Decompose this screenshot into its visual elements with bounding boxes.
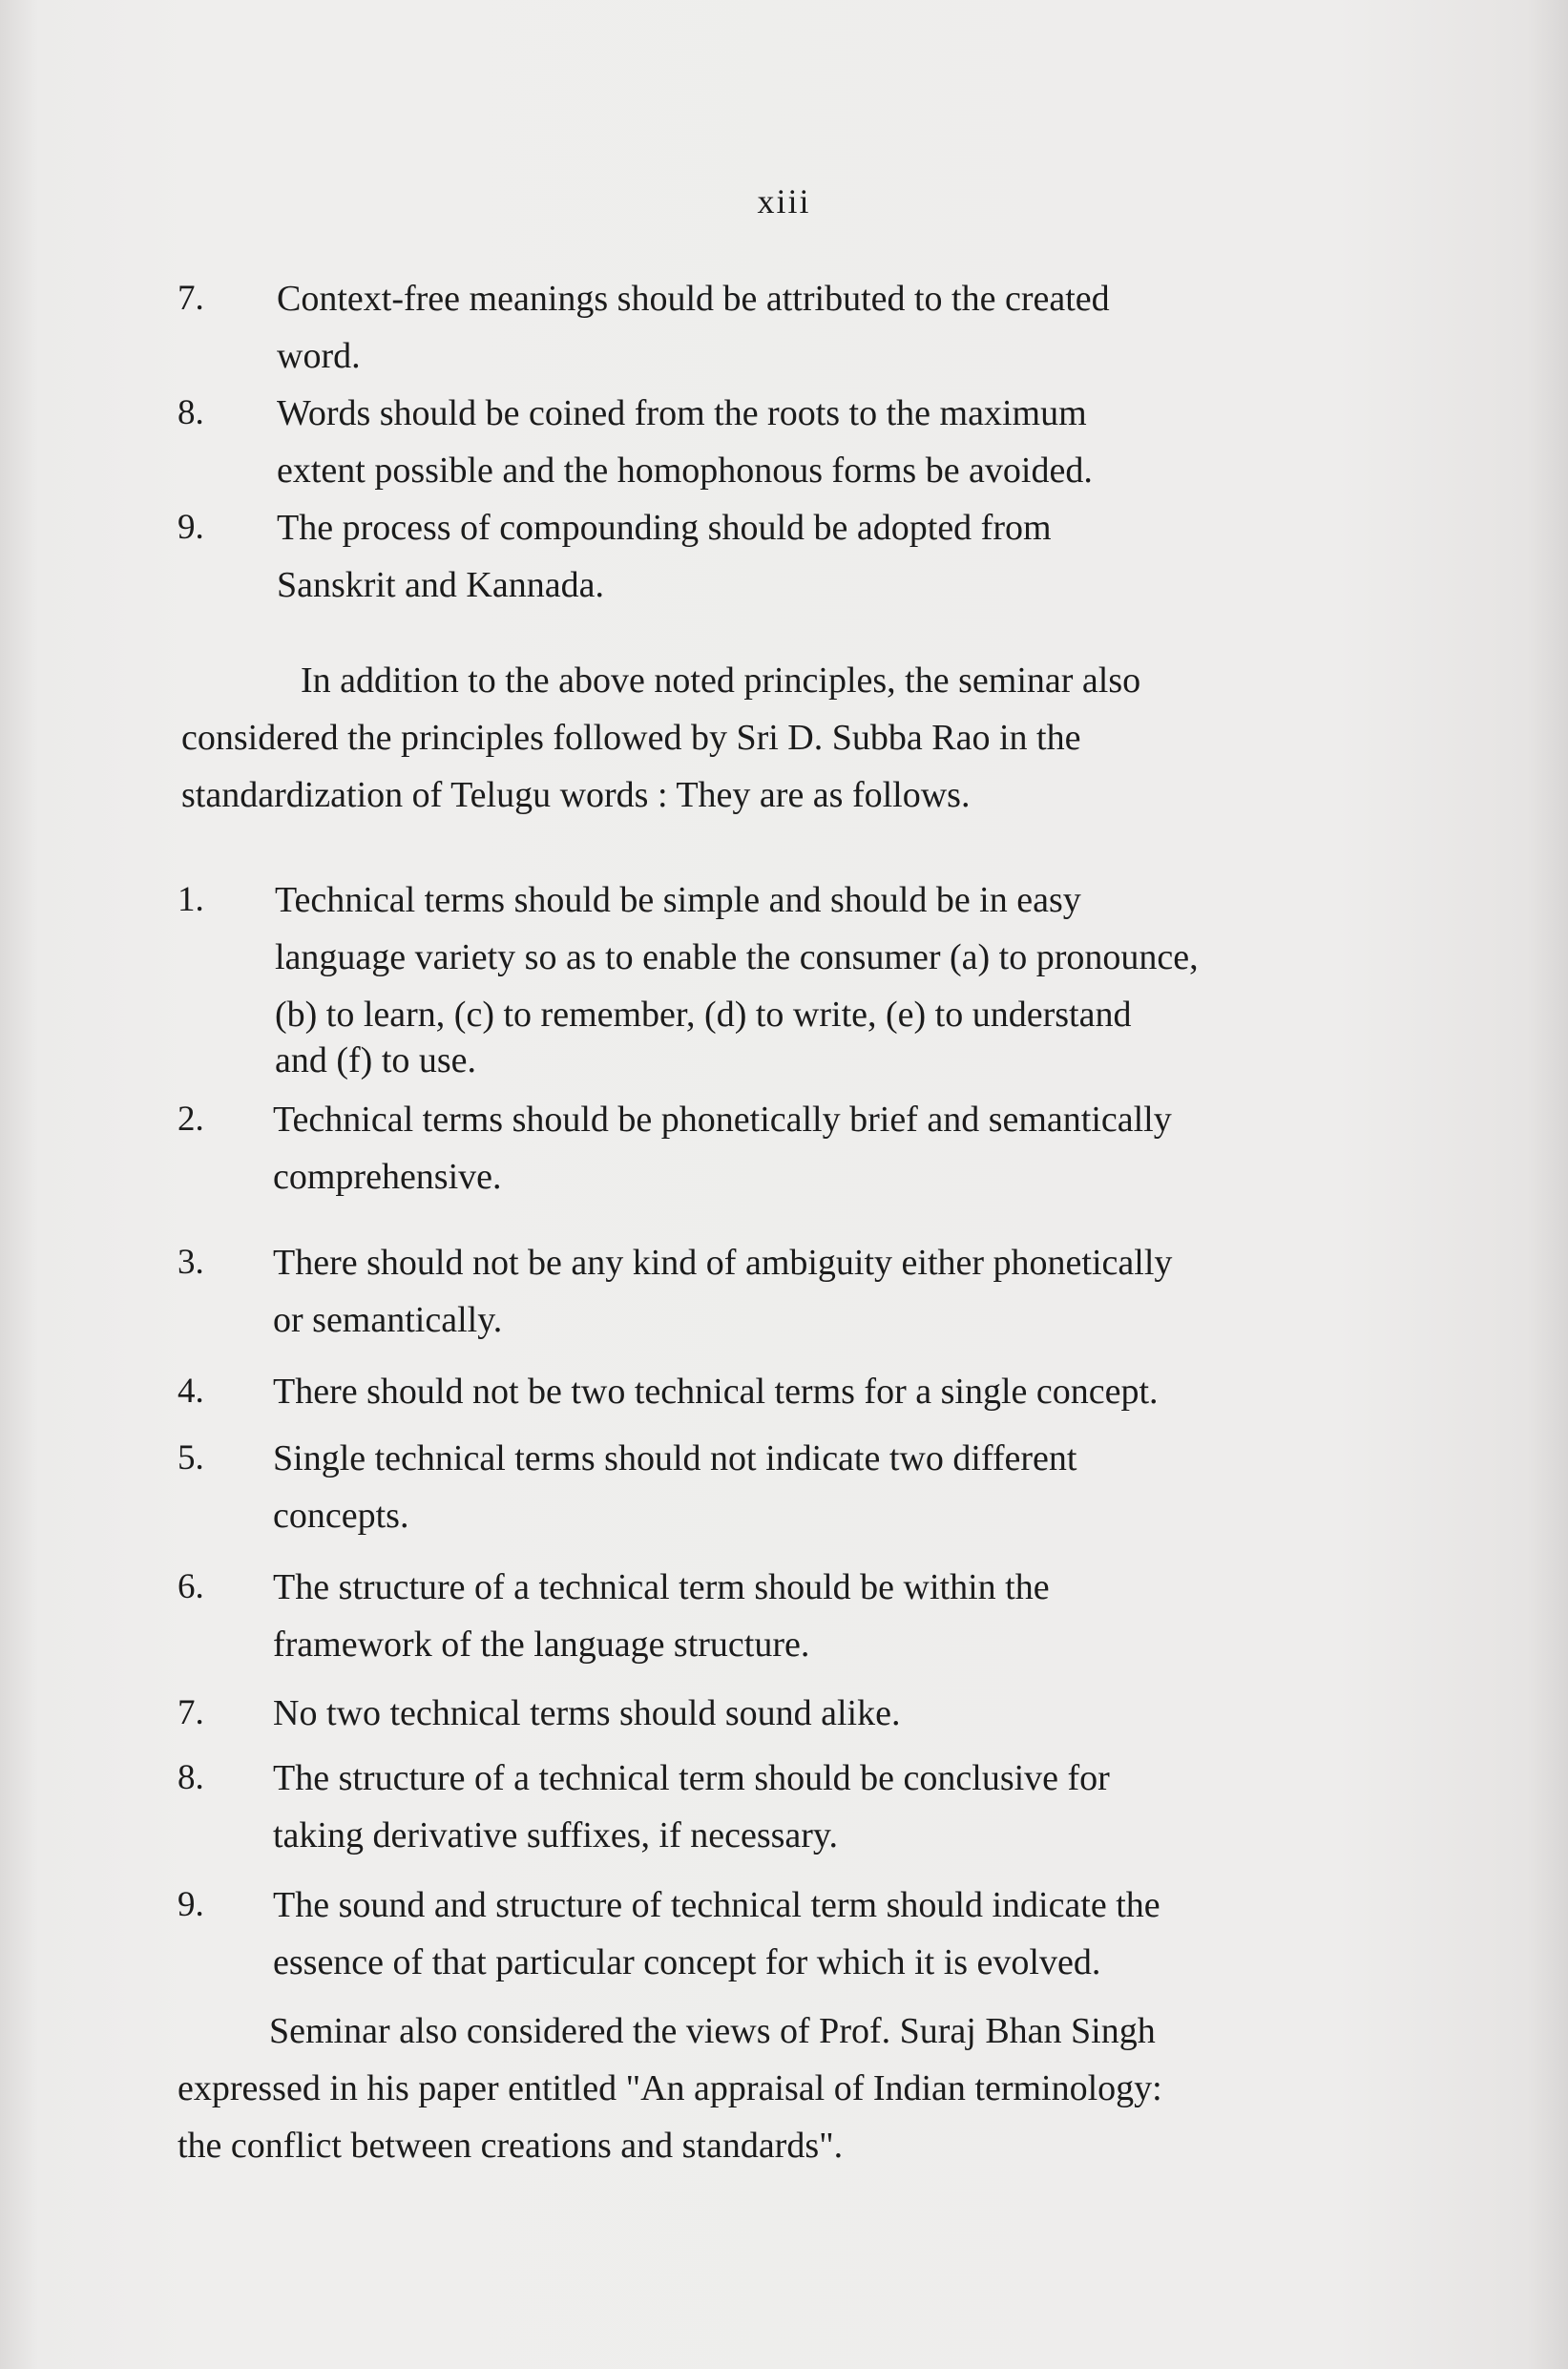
list-item-text: The process of compounding should be adopted from Sanskrit and Kannada. (277, 508, 1052, 605)
list-item-number: 5. (178, 1438, 204, 1478)
list-item-text: The structure of a technical term should be conclusive for taking derivative suffixes, if necessary. (273, 1758, 1110, 1855)
list-item-number: 1. (178, 880, 204, 919)
list-item-text: No two technical terms should sound alike. (273, 1693, 901, 1733)
paragraph: Seminar also considered the views of Prof. Suraj Bhan Singh expressed in his paper entitled "An appraisal of Indian terminology: the conflict between creations and standards". (178, 2011, 1162, 2166)
list-item-text: There should not be two technical terms for a single concept. (273, 1372, 1159, 1412)
list-item-number: 8. (178, 393, 204, 432)
list-item-number: 9. (178, 1885, 204, 1924)
list-item-text: The structure of a technical term should be within the framework of the language structure. (273, 1567, 1050, 1665)
list-item-number: 7. (178, 1693, 204, 1732)
list-item-number: 4. (178, 1372, 204, 1411)
list-item-text: Single technical terms should not indicate two different concepts. (273, 1438, 1077, 1536)
list-item-text: Words should be coined from the roots to the maximum extent possible and the homophonous forms be avoided. (277, 393, 1093, 491)
list-item-number: 2. (178, 1100, 204, 1139)
list-item-number: 8. (178, 1758, 204, 1797)
list-item-number: 7. (178, 279, 204, 318)
list-item-text: Technical terms should be phonetically brief and semantically comprehensive. (273, 1100, 1172, 1197)
list-item-text: Context-free meanings should be attributed to the created word. (277, 279, 1110, 376)
page-number: xiii (757, 182, 811, 220)
list-item-text: The sound and structure of technical term should indicate the essence of that particular concept for which it is evolved. (273, 1885, 1160, 1982)
list-item-text: There should not be any kind of ambiguity either phonetically or semantically. (273, 1243, 1173, 1340)
list-item-text: Technical terms should be simple and should be in easy language variety so as to enable the consumer (a) to pronounce, (b) to learn, (c) to remember, (d) to write, (e) to understand and (f) to use. (275, 880, 1199, 1080)
list-item-number: 6. (178, 1567, 204, 1606)
list-item-number: 3. (178, 1243, 204, 1282)
list-item-number: 9. (178, 508, 204, 547)
paragraph: In addition to the above noted principles, the seminar also considered the principles followed by Sri D. Subba Rao in the standardization of Telugu words : They are as follows. (181, 660, 1141, 815)
